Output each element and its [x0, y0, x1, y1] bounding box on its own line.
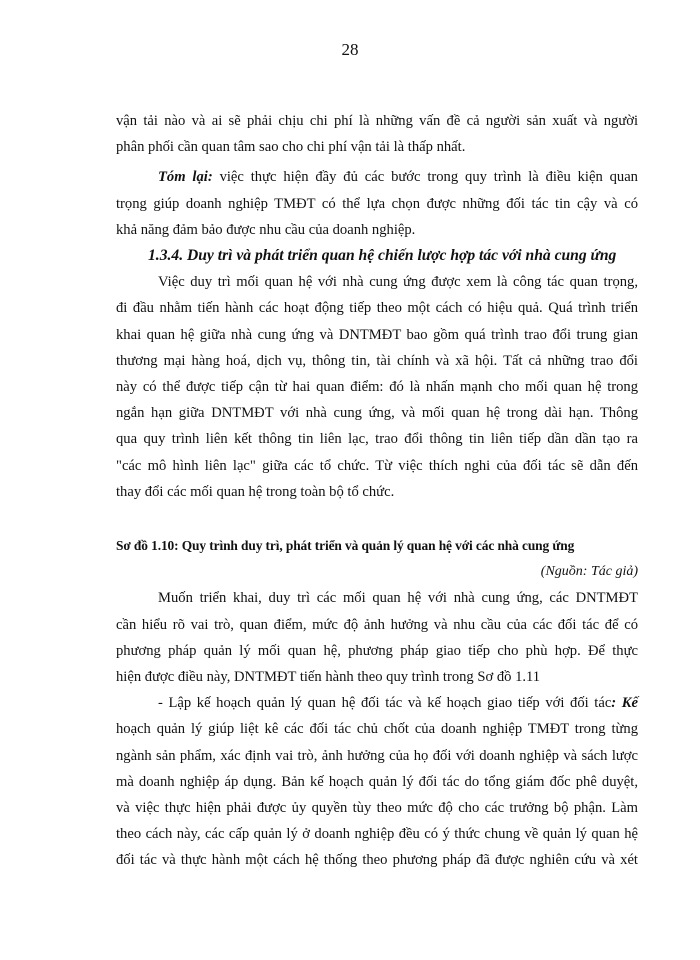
diagram-caption-title: Sơ đồ 1.10: Quy trình duy trì, phát triển và quản lý quan hệ với các nhà cung ứng	[116, 538, 575, 554]
text-line: trọng giúp doanh nghiệp TMĐT có thể lựa chọn được những đối tác tin cậy và có	[116, 195, 638, 212]
text-line: theo cách này, các cấp quản lý ở doanh nghiệp đều có ý thức chung về quản lý quan hệ	[116, 826, 638, 843]
planning-lead: - Lập kế hoạch quản lý quan hệ đối tác và kế hoạch giao tiếp với đối tác	[158, 695, 612, 712]
planning-lead-tail: : Kế	[611, 695, 638, 712]
document-body	[116, 108, 638, 874]
paragraph-transport-costs	[116, 108, 638, 160]
text-line: thương mại hàng hoá, dịch vụ, thông tin, tài chính và xã hội. Tất cả những trao đổi	[116, 352, 638, 369]
text-line	[116, 690, 638, 716]
text-line: này có thể được tiếp cận từ hai quan điểm: đó là nhấn mạnh cho mối quan hệ trong	[116, 379, 638, 396]
text-line: phương pháp quản lý mối quan hệ, phương pháp giao tiếp cho phù hợp. Để thực	[116, 642, 638, 659]
text-line: cần hiểu rõ vai trò, quan điểm, mức độ ảnh hưởng và nhu cầu của các đối tác để có	[116, 616, 638, 633]
text-line: Muốn triển khai, duy trì các mối quan hệ với nhà cung ứng, các DNTMĐT	[158, 590, 638, 607]
text-line: đi đầu nhằm tiến hành các hoạt động tiếp theo một cách có hiệu quả. Quá trình triển	[116, 300, 638, 317]
text-line: "các mô hình liên lạc" giữa các tổ chức. Từ việc thích nghi của đối tác sẽ dẫn đến	[116, 457, 638, 474]
text-line: khả năng đảm bảo được nhu cầu của doanh nghiệp.	[116, 221, 416, 238]
text-line: phân phối cần quan tâm sao cho chi phí vận tải là thấp nhất.	[116, 139, 466, 156]
text-line: mà doanh nghiệp áp dụng. Bản kế hoạch quản lý đối tác do tổng giám đốc phê duyệt,	[116, 773, 638, 790]
text-line: hoạch quản lý giúp liệt kê các đối tác chủ chốt của doanh nghiệp TMĐT trong từng	[116, 721, 638, 738]
text-line: ngắn hạn giữa DNTMĐT với nhà cung ứng, và mối quan hệ trong dài hạn. Thông	[116, 405, 638, 422]
summary-text: việc thực hiện đầy đủ các bước trong quy trình là điều kiện quan	[212, 169, 638, 186]
paragraph-planning	[116, 690, 638, 873]
text-line: qua quy trình liên kết thông tin liên lạc, trao đổi thông tin liên tiếp dần dần tạo ra	[116, 431, 638, 448]
text-line: hiện được điều này, DNTMĐT tiến hành theo quy trình trong Sơ đồ 1.11	[116, 669, 541, 686]
text-line	[116, 164, 638, 190]
text-line: ngành sản phẩm, xác định vai trò, ảnh hưởng của họ đối với doanh nghiệp và sách lược	[116, 747, 638, 764]
text-line: vận tải nào và ai sẽ phải chịu chi phí là những vấn đề cả người sản xuất và người	[116, 113, 638, 129]
page-number: 28	[341, 40, 359, 59]
summary-lead: Tóm lại:	[158, 169, 213, 186]
diagram-caption-source: (Nguồn: Tác giả)	[540, 564, 638, 580]
text-line: thay đổi các mối quan hệ trong toàn bộ tổ chức.	[116, 483, 395, 500]
section-heading: 1.3.4. Duy trì và phát triển quan hệ chiến lược hợp tác với nhà cung ứng	[148, 247, 617, 265]
paragraph-summary	[116, 164, 638, 243]
paragraph-deployment	[116, 585, 638, 690]
text-line: khai quan hệ giữa nhà cung ứng và DNTMĐT bao gồm quá trình trao đổi trung gian	[116, 326, 638, 343]
text-line: và việc thực hiện phải được ủy quyền tùy theo mức độ cho các trưởng bộ phận. Làm	[116, 800, 638, 817]
text-line: đối tác và thực hành một cách hệ thống theo phương pháp đã được nghiên cứu và xét	[116, 852, 638, 869]
paragraph-relationship	[116, 269, 638, 505]
text-line: Việc duy trì mối quan hệ với nhà cung ứng được xem là công tác quan trọng,	[158, 274, 638, 291]
